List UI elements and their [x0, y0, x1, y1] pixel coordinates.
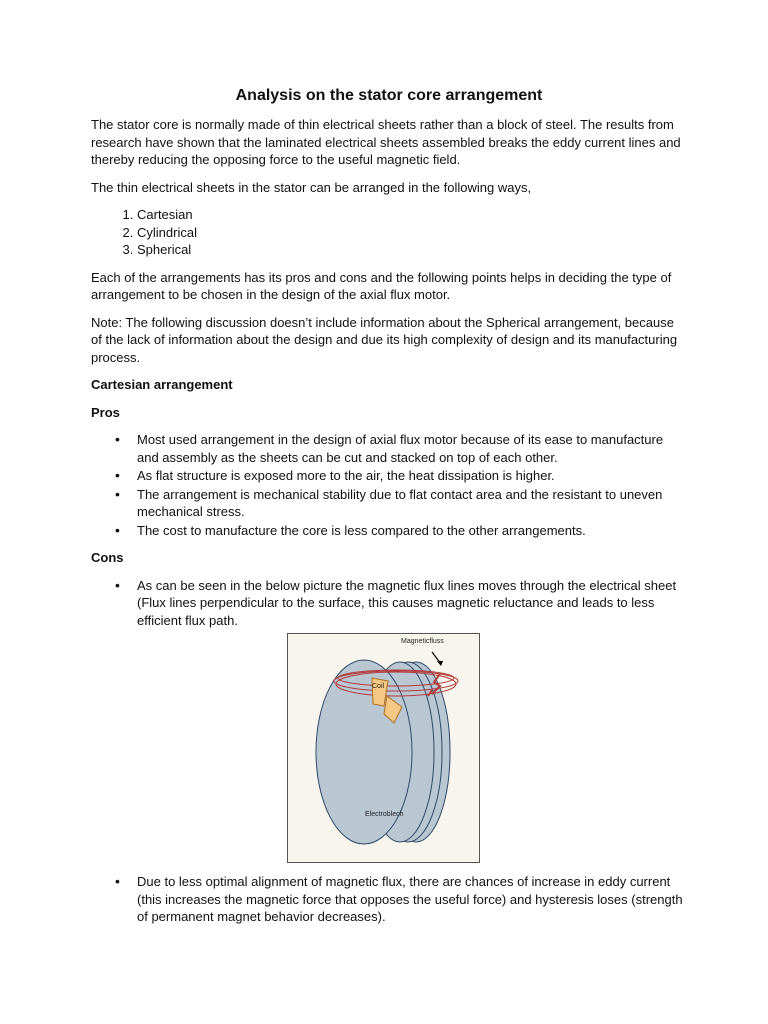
- flux-label: Magneticfluss: [401, 638, 444, 645]
- coil-label: Coil: [372, 683, 385, 690]
- pros-list: [91, 431, 687, 539]
- arrangement-item: 3. Spherical: [137, 241, 687, 259]
- pros-item: • The arrangement is mechanical stability due to flat contact area and the resistant to uneven mechanical stress.: [137, 486, 687, 521]
- stator-figure: [287, 633, 480, 863]
- arrangements-intro: The thin electrical sheets in the stator can be arranged in the following ways,: [91, 179, 532, 195]
- figure-frame: [287, 633, 480, 863]
- note-paragraph: Note: The following discussion doesn’t include information about the Spherical arrangement, because of the lack of information about the design and due its high complexity of design and its manufacturing process.: [91, 314, 678, 365]
- cons-item: • Due to less optimal alignment of magnetic flux, there are chances of increase in eddy current (this increases the magnetic force that opposes the useful force) and hysteresis loses (strength of permanent magnet behavior decreases).: [137, 873, 687, 926]
- sheet-label: Electroblech: [365, 811, 404, 818]
- document-page: [91, 86, 687, 936]
- pros-heading: Pros: [91, 404, 120, 420]
- page-title: Analysis on the stator core arrangement: [235, 87, 543, 104]
- label-pointer-head: [437, 661, 443, 666]
- section-heading: Cartesian arrangement: [91, 377, 233, 392]
- pros-item: • As flat structure is exposed more to the air, the heat dissipation is higher.: [137, 467, 687, 485]
- cons-heading: Cons: [91, 550, 124, 565]
- cons-list: [91, 577, 687, 630]
- arrangement-item: 1. Cartesian: [137, 206, 687, 224]
- arrangements-list: [91, 206, 687, 259]
- arrangement-item: 2. Cylindrical: [137, 224, 687, 242]
- cons-list-continued: [91, 873, 687, 926]
- pros-item: • Most used arrangement in the design of axial flux motor because of its ease to manufacture and assembly as the sheets can be cut and stacked on top of each other.: [137, 431, 687, 466]
- cons-item: • As can be seen in the below picture the magnetic flux lines moves through the electrical sheet (Flux lines perpendicular to the surface, this causes magnetic reluctance and leads to less efficient flux path.: [137, 577, 687, 630]
- pros-item: • The cost to manufacture the core is less compared to the other arrangements.: [137, 522, 687, 540]
- laminated-sheets-diagram: [288, 634, 480, 863]
- intro-paragraph: The stator core is normally made of thin electrical sheets rather than a block of steel. The results from research have shown that the laminated electrical sheets assembled breaks the eddy current lines and thereby reducing the opposing force to the useful magnetic field.: [91, 117, 681, 167]
- pros-cons-intro: Each of the arrangements has its pros and cons and the following points helps in deciding the type of arrangement to be chosen in the design of the axial flux motor.: [91, 269, 672, 302]
